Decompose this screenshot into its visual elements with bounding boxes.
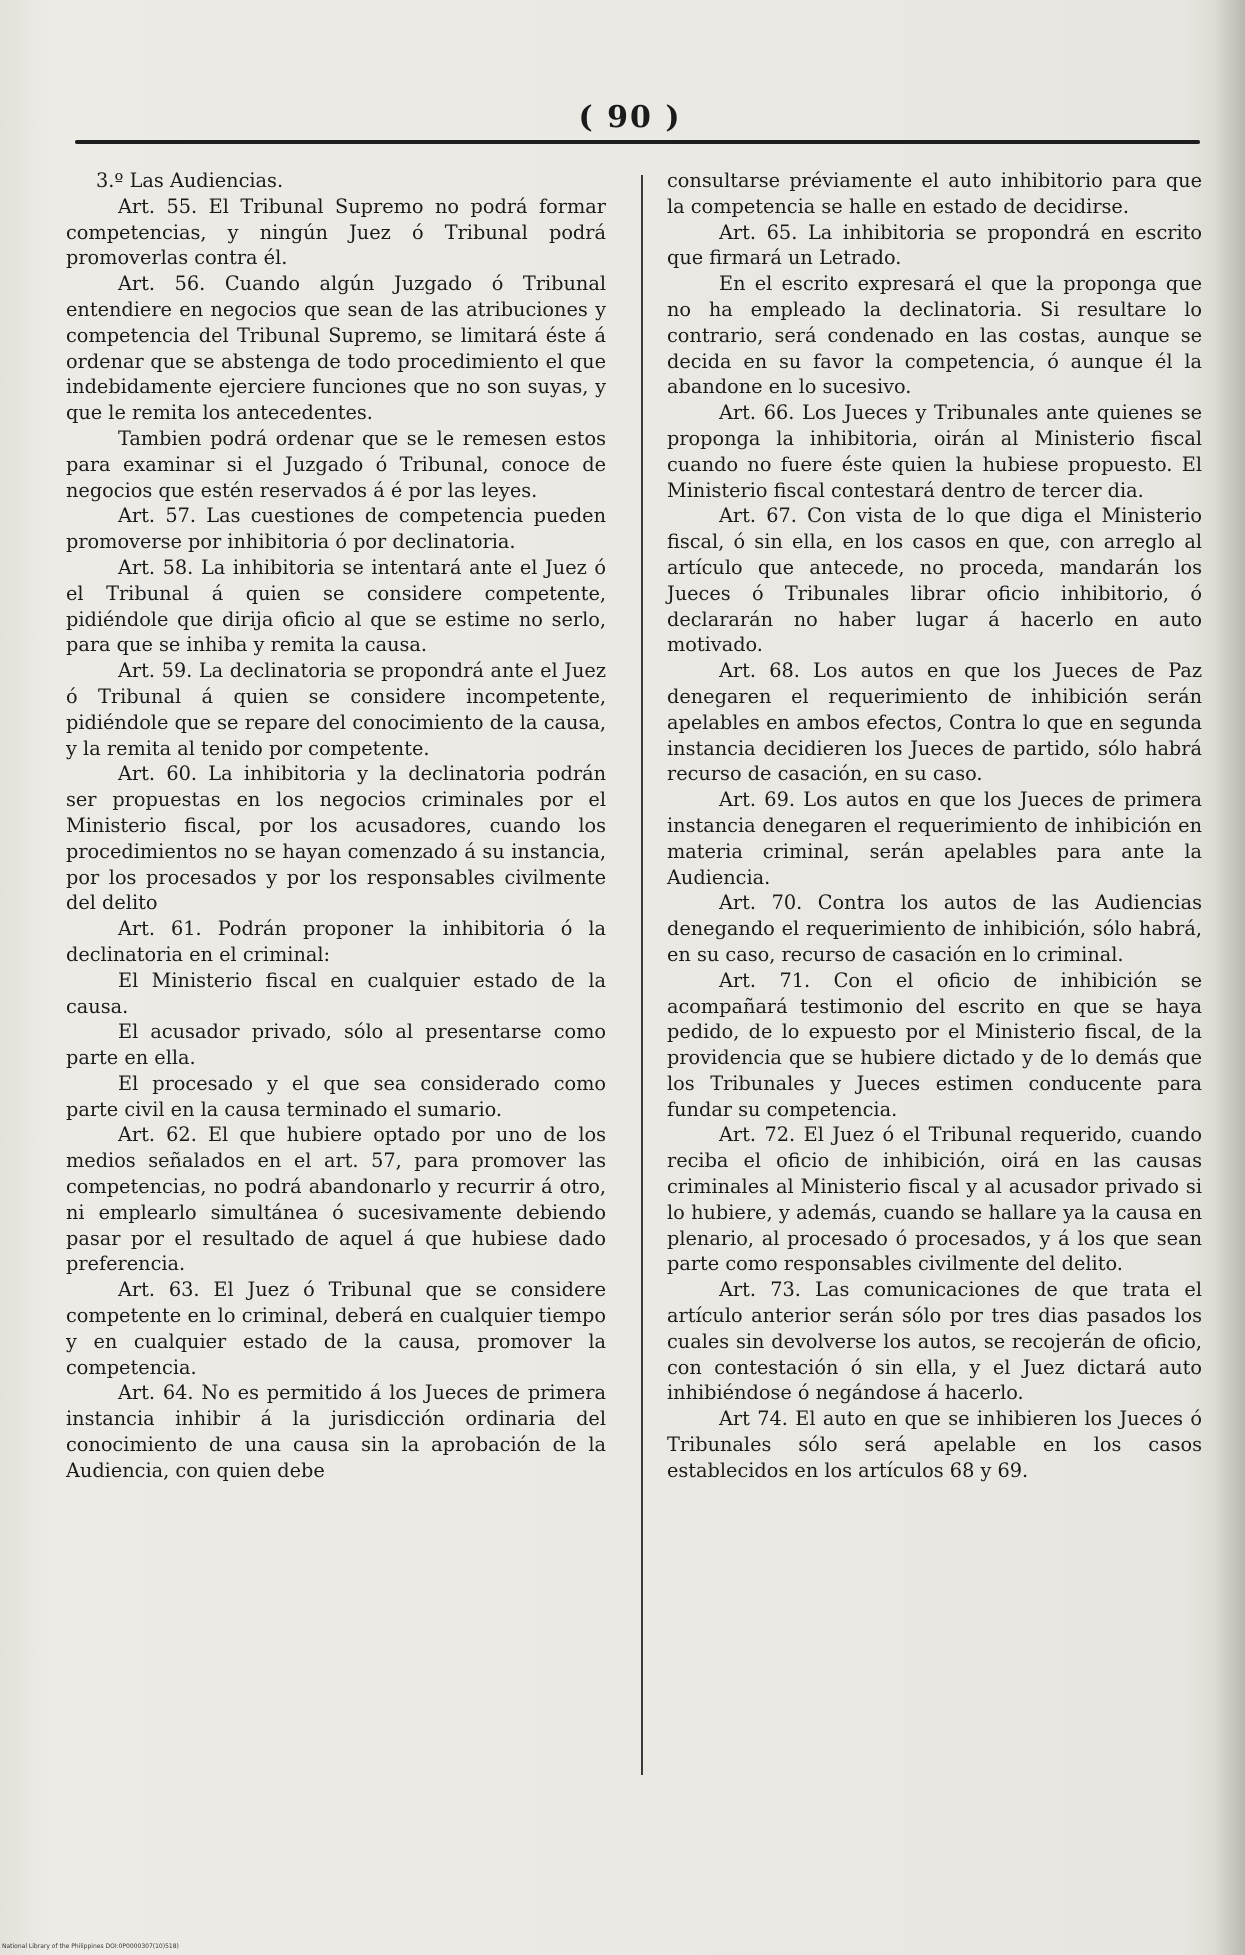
- article-paragraph: Art. 70. Contra los autos de las Audiencias denegando el requerimiento de inhibición, sólo habrá, en su caso, recurso de casación en lo criminal.: [667, 891, 1202, 966]
- section-heading: 3.º Las Audiencias.: [96, 169, 284, 192]
- article-paragraph: Art. 61. Podrán proponer la inhibitoria ó la declinatoria en el criminal:: [66, 917, 606, 966]
- article-paragraph: Art. 55. El Tribunal Supremo no podrá formar competencias, y ningún Juez ó Tribunal podrá promoverlas contra él.: [66, 194, 606, 270]
- article-paragraph: Art. 64. No es permitido á los Jueces de primera instancia inhibir á la jurisdicción ordinaria del conocimiento de una causa sin la aprobación de la Audiencia, con quien debe: [66, 1381, 606, 1482]
- left-column: [66, 168, 606, 1484]
- header-rule: [75, 140, 1200, 144]
- article-paragraph: Art. 62. El que hubiere optado por uno de los medios señalados en el art. 57, para promover las competencias, no podrá abandonarlo y recurrir á otro, ni emplearlo simultánea ó sucesivamente debiendo pasar por el resultado de aquel á que hubiese dado preferencia.: [66, 1123, 606, 1276]
- article-paragraph: Art. 58. La inhibitoria se intentará ante el Juez ó el Tribunal á quien se considere competente, pidiéndole que dirija oficio al que se estime no serlo, para que se inhiba y remita la causa.: [66, 555, 606, 657]
- article-paragraph: Art. 72. El Juez ó el Tribunal requerido, cuando reciba el oficio de inhibición, oirá en las causas criminales al Ministerio fiscal y al acusador privado si lo hubiere, y además, cuando se hallare ya la causa en plenario, al procesado ó procesados, y á los que sean parte como responsables civilmente del delito.: [667, 1123, 1202, 1276]
- footer-credit: National Library of the Philippines DOI:0P0000307(10)518): [2, 1943, 179, 1950]
- article-paragraph: Art. 65. La inhibitoria se propondrá en escrito que firmará un Letrado.: [667, 220, 1202, 270]
- article-paragraph: Art. 59. La declinatoria se propondrá ante el Juez ó Tribunal á quien se considere incompetente, pidiéndole que se repare del conocimiento de la causa, y la remita al tenido por competente.: [66, 659, 606, 760]
- column-divider: [641, 175, 643, 1775]
- page-number: ( 90 ): [578, 100, 682, 135]
- article-paragraph: El Ministerio fiscal en cualquier estado de la causa.: [66, 968, 606, 1018]
- article-paragraph: Art. 71. Con el oficio de inhibición se acompañará testimonio del escrito en que se haya pedido, de lo expuesto por el Ministerio fiscal, de la providencia que se hubiere dictado y de lo demás que los Tribunales y Jueces estimen conducente para fundar su competencia.: [667, 968, 1202, 1121]
- article-paragraph: Art 74. El auto en que se inhibieren los Jueces ó Tribunales sólo será apelable en los casos establecidos en los artículos 68 y 69.: [667, 1407, 1202, 1482]
- article-paragraph: Art. 60. La inhibitoria y la declinatoria podrán ser propuestas en los negocios criminales por el Ministerio fiscal, por los acusadores, cuando los procedimientos no se hayan comenzado á su instancia, por los procesados y por los responsables civilmente del delito: [66, 762, 606, 915]
- article-paragraph: Art. 73. Las comunicaciones de que trata el artículo anterior serán sólo por tres dias pasados los cuales sin devolverse los autos, se recojerán de oficio, con contestación ó sin ella, y el Juez dictará auto inhibiéndose ó negándose á hacerlo.: [667, 1278, 1202, 1405]
- right-column: [667, 168, 1202, 1484]
- article-paragraph: Art. 63. El Juez ó Tribunal que se considere competente en lo criminal, deberá en cualquier tiempo y en cualquier estado de la causa, promover la competencia.: [66, 1278, 606, 1379]
- article-paragraph: Art. 69. Los autos en que los Jueces de primera instancia denegaren el requerimiento de inhibición en materia criminal, serán apelables para ante la Audiencia.: [667, 788, 1202, 889]
- article-paragraph: El procesado y el que sea considerado como parte civil en la causa terminado el sumario.: [66, 1071, 606, 1121]
- article-paragraph: Art. 67. Con vista de lo que diga el Ministerio fiscal, ó sin ella, en los casos en que, con arreglo al artículo que antecede, no proceda, mandarán los Jueces ó Tribunales librar oficio inhibitorio, ó declararán no haber lugar á hacerlo en auto motivado.: [667, 504, 1202, 657]
- article-paragraph: consultarse préviamente el auto inhibitorio para que la competencia se halle en estado de decidirse.: [667, 169, 1202, 218]
- article-paragraph: En el escrito expresará el que la proponga que no ha empleado la declinatoria. Si resultare lo contrario, será condenado en las costas, aunque se decida en su favor la competencia, ó aunque él la abandone en lo sucesivo.: [667, 272, 1202, 399]
- article-paragraph: Art. 57. Las cuestiones de competencia pueden promoverse por inhibitoria ó por declinatoria.: [66, 504, 606, 554]
- page-edge-shadow: [1215, 0, 1245, 1955]
- article-paragraph: Art. 68. Los autos en que los Jueces de Paz denegaren el requerimiento de inhibición serán apelables en ambos efectos, Contra lo que en segunda instancia decidieren los Jueces de partido, sólo habrá recurso de casación, en su caso.: [667, 659, 1202, 786]
- article-paragraph: Art. 66. Los Jueces y Tribunales ante quienes se proponga la inhibitoria, oirán al Ministerio fiscal cuando no fuere éste quien la hubiese propuesto. El Ministerio fiscal contestará dentro de tercer dia.: [667, 401, 1202, 502]
- article-paragraph: El acusador privado, sólo al presentarse como parte en ella.: [66, 1020, 606, 1070]
- article-paragraph: Art. 56. Cuando algún Juzgado ó Tribunal entendiere en negocios que sean de las atribuciones y competencia del Tribunal Supremo, se limitará éste á ordenar que se abstenga de todo procedimiento el que indebidamente ejerciere funciones que no son suyas, y que le remita los antecedentes.: [66, 272, 606, 425]
- article-paragraph: Tambien podrá ordenar que se le remesen estos para examinar si el Juzgado ó Tribunal, conoce de negocios que estén reservados á é por las leyes.: [66, 426, 606, 502]
